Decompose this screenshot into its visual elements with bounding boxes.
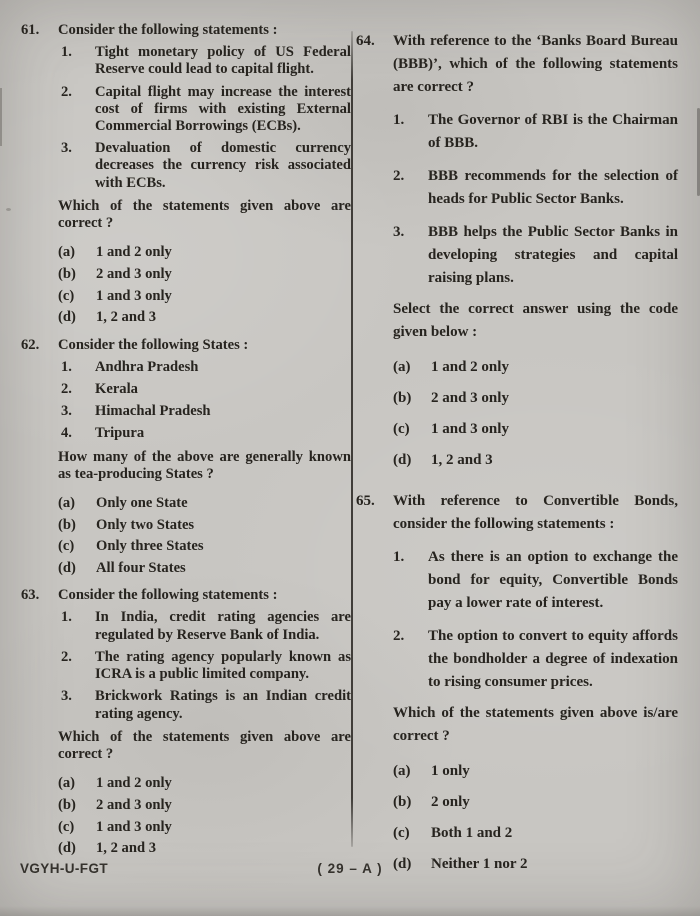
statement-item [61, 381, 351, 398]
question-stem: Which of the statements given above are correct ? [58, 728, 351, 762]
statement-text: Tight monetary policy of US Federal Reserve could lead to capital flight. [95, 44, 351, 78]
option-text: 1 and 2 only [96, 775, 172, 792]
statement-number: 3. [61, 403, 72, 420]
statement-number: 3. [61, 688, 72, 705]
option-c [58, 288, 351, 305]
question-intro: Consider the following statements : [58, 587, 278, 604]
statement-text: The rating agency popularly known as ICRA is a public limited company. [95, 648, 351, 683]
page-number: ( 29 – A ) [317, 861, 383, 876]
column-divider [351, 31, 353, 847]
option-d [58, 840, 351, 857]
statement-item [393, 221, 678, 290]
statement-item [61, 84, 351, 136]
statement-number: 2. [61, 380, 72, 397]
option-text: 1 and 2 only [96, 244, 172, 261]
question-body [393, 490, 678, 876]
option-c [58, 538, 351, 555]
statement-text: BBB helps the Public Sector Banks in developing strategies and capital raising plans. [428, 224, 678, 286]
option-label: (b) [393, 794, 412, 810]
question-63 [21, 587, 351, 857]
option-d [393, 449, 678, 472]
statement-number: 2. [393, 628, 405, 644]
option-b [58, 797, 351, 814]
statement-number: 2. [61, 83, 72, 100]
statement-item [393, 109, 678, 155]
option-label: (c) [393, 421, 410, 437]
statement-text: The Governor of RBI is the Chairman of BBB. [428, 112, 678, 151]
option-text: 1 and 3 only [431, 421, 509, 437]
option-label: (d) [393, 856, 412, 872]
option-text: 1, 2 and 3 [431, 452, 493, 468]
statement-text: Capital flight may increase the interest cost of firms with existing External Commercial Borrowings (ECBs). [95, 83, 351, 135]
option-a [393, 356, 678, 379]
option-label: (a) [58, 494, 76, 511]
option-label: (d) [393, 452, 412, 468]
option-text: 2 only [431, 794, 470, 810]
question-body [393, 30, 678, 472]
question-stem: Which of the statements given above are correct ? [58, 197, 351, 232]
question-number: 62. [21, 336, 40, 353]
statement-text: Devaluation of domestic currency decreases the currency risk associated with ECBs. [95, 140, 351, 191]
option-b [393, 791, 678, 814]
statement-item [61, 649, 351, 683]
statement-number: 3. [61, 140, 72, 157]
statement-number: 1. [61, 358, 72, 375]
statement-number: 1. [393, 112, 405, 128]
statement-text: Tripura [95, 425, 145, 442]
statement-text: Andhra Pradesh [95, 358, 199, 375]
statement-item [61, 688, 351, 722]
option-label: (c) [58, 818, 75, 835]
statement-number: 2. [393, 168, 405, 184]
option-d [58, 560, 351, 577]
option-text: 1 and 2 only [431, 359, 509, 375]
option-label: (c) [58, 538, 75, 555]
statement-number: 2. [61, 648, 72, 665]
option-b [58, 266, 351, 283]
statement-item [61, 140, 351, 192]
statement-text: The option to convert to equity affords the bondholder a degree of indexation to rising consumer prices. [428, 628, 678, 690]
option-label: (d) [58, 309, 76, 326]
option-label: (b) [58, 796, 76, 813]
scan-artifact [0, 88, 2, 146]
booklet-code: VGYH-U-FGT [20, 861, 108, 876]
statement-item [393, 165, 678, 211]
statement-number: 4. [61, 425, 72, 442]
question-body [58, 22, 351, 327]
option-label: (c) [393, 825, 410, 841]
question-number: 61. [21, 22, 40, 38]
option-label: (a) [58, 775, 76, 792]
statement-number: 1. [393, 549, 405, 565]
question-stem: How many of the above are generally known as tea-producing States ? [58, 448, 351, 482]
option-text: 2 and 3 only [431, 390, 509, 406]
statement-number: 3. [393, 224, 405, 240]
question-61 [21, 22, 351, 327]
statement-text: BBB recommends for the selection of heads for Public Sector Banks. [428, 168, 678, 207]
option-text: 1 and 3 only [96, 287, 172, 304]
scan-artifact [0, 906, 700, 916]
statement-item [393, 625, 678, 694]
option-text: 1 and 3 only [96, 818, 172, 835]
option-c [58, 819, 351, 836]
option-text: Both 1 and 2 [431, 825, 513, 841]
question-intro: With reference to the ‘Banks Board Bureau (BBB)’, which of the following statements are correct ? [393, 33, 678, 95]
question-intro: Consider the following statements : [58, 22, 278, 38]
option-c [393, 418, 678, 441]
option-text: Only two States [96, 516, 195, 533]
question-stem: Which of the statements given above is/are correct ? [393, 705, 678, 744]
statement-number: 1. [61, 609, 72, 626]
statement-text: As there is an option to exchange the bond for equity, Convertible Bonds pay a lower rate of interest. [428, 549, 678, 611]
question-number: 65. [356, 493, 375, 509]
option-c [393, 822, 678, 845]
option-a [58, 775, 351, 792]
statement-text: Himachal Pradesh [95, 403, 211, 420]
statement-item [393, 546, 678, 615]
question-body [58, 587, 351, 857]
option-label: (b) [58, 265, 76, 282]
question-intro: With reference to Convertible Bonds, consider the following statements : [393, 493, 678, 532]
question-intro: Consider the following States : [58, 336, 249, 353]
statement-item [61, 403, 351, 420]
option-label: (a) [58, 244, 76, 261]
option-a [58, 495, 351, 512]
statement-item [61, 425, 351, 442]
option-text: 2 and 3 only [96, 796, 172, 813]
option-label: (a) [393, 763, 411, 779]
option-a [58, 244, 351, 261]
option-label: (d) [58, 560, 76, 577]
option-text: 1, 2 and 3 [96, 309, 157, 326]
option-a [393, 760, 678, 783]
option-text: Neither 1 nor 2 [431, 856, 528, 872]
option-text: 1 only [431, 763, 470, 779]
option-text: 2 and 3 only [96, 265, 172, 282]
option-text: 1, 2 and 3 [96, 840, 157, 857]
option-text: Only one State [96, 494, 188, 511]
right-column [356, 30, 678, 876]
question-number: 63. [21, 587, 40, 604]
page-footer [0, 861, 700, 881]
option-label: (b) [393, 390, 412, 406]
option-d [58, 309, 351, 326]
statement-item [61, 609, 351, 643]
option-text: All four States [96, 560, 186, 577]
scan-artifact [6, 208, 11, 211]
question-64 [356, 30, 678, 472]
option-b [58, 517, 351, 534]
option-label: (a) [393, 359, 411, 375]
statement-item [61, 359, 351, 376]
option-label: (b) [58, 516, 76, 533]
question-body [58, 337, 351, 578]
option-text: Only three States [96, 538, 204, 555]
left-column [21, 22, 351, 857]
question-stem: Select the correct answer using the code given below : [393, 301, 678, 340]
statement-text: Brickwork Ratings is an Indian credit rating agency. [95, 688, 351, 722]
option-label: (d) [58, 840, 76, 857]
question-62 [21, 337, 351, 578]
question-number: 64. [356, 33, 375, 49]
statement-text: In India, credit rating agencies are regulated by Reserve Bank of India. [95, 609, 351, 643]
option-b [393, 387, 678, 410]
statement-number: 1. [61, 44, 72, 61]
statement-item [61, 44, 351, 78]
statement-text: Kerala [95, 380, 138, 397]
question-65 [356, 490, 678, 876]
option-label: (c) [58, 287, 75, 304]
